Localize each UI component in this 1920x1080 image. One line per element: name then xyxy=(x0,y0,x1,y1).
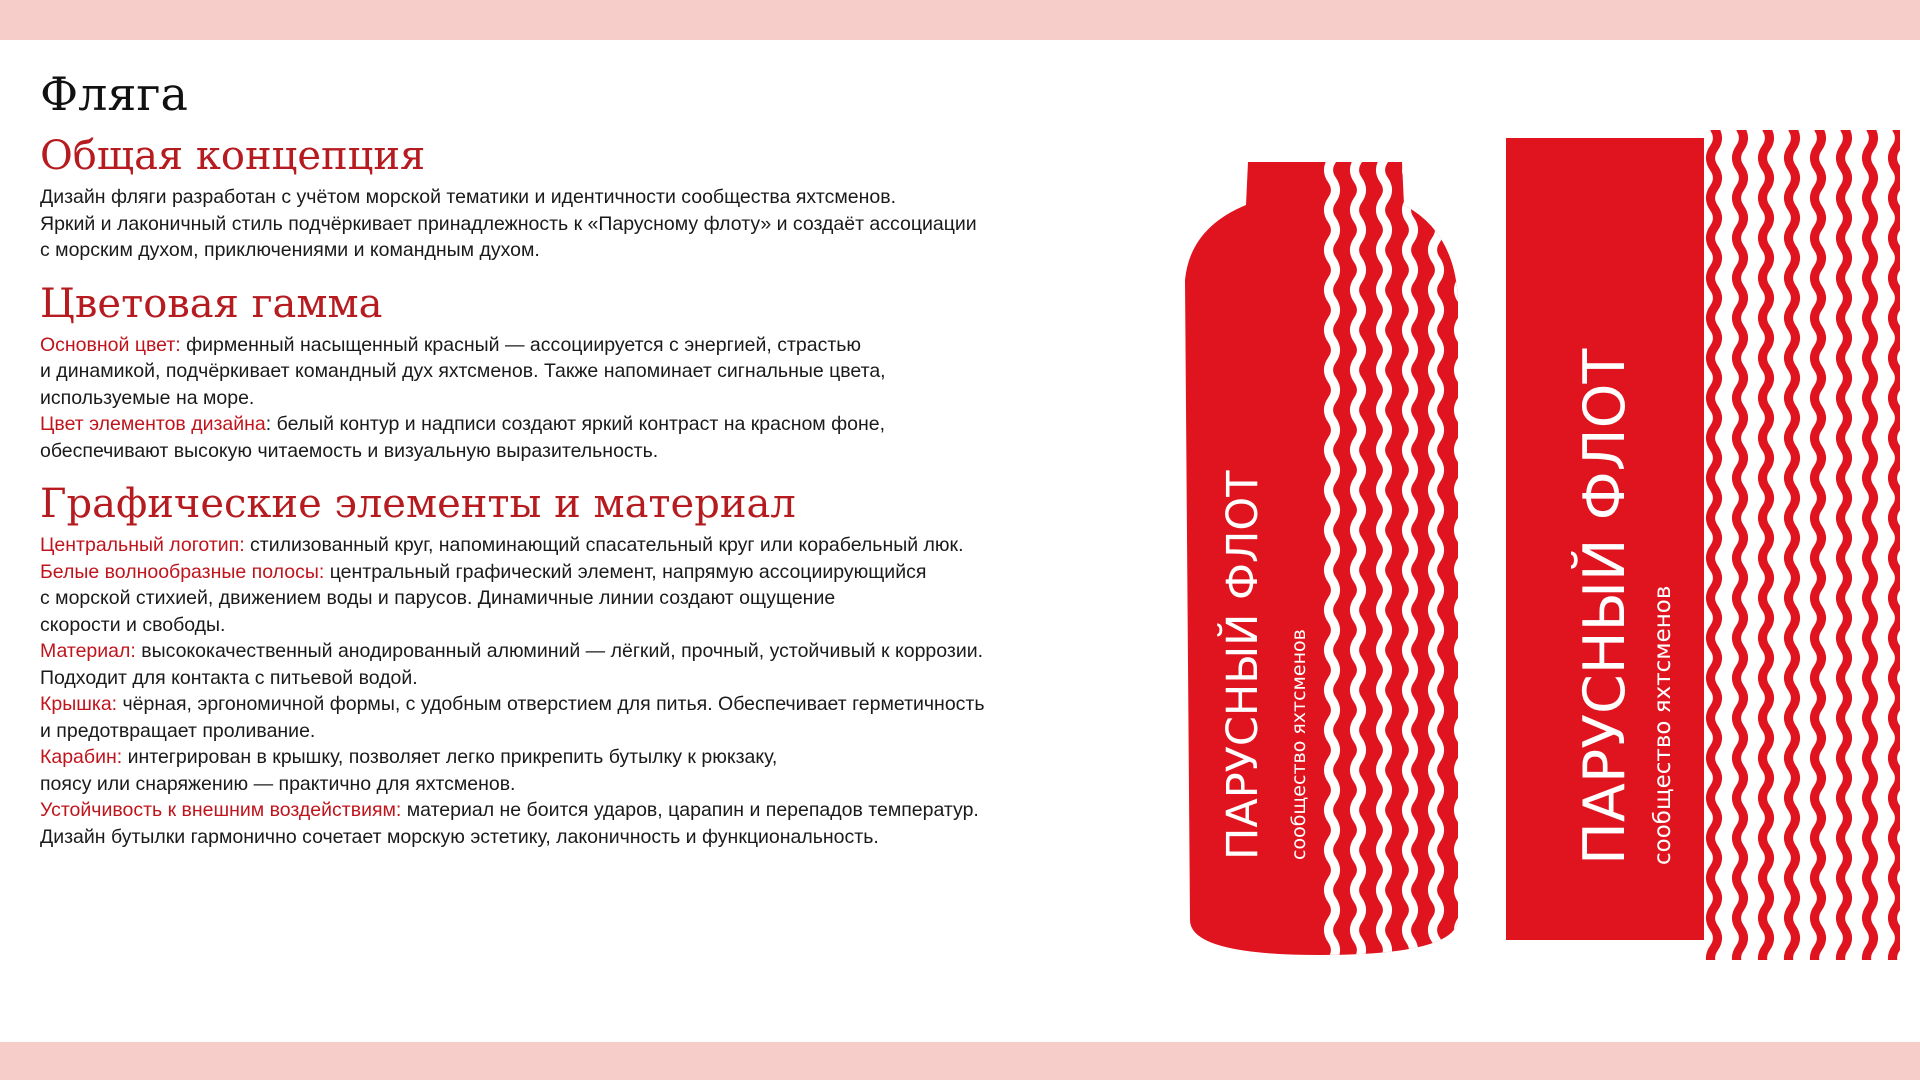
bottle-mockup xyxy=(1185,140,1466,980)
wave-stripe xyxy=(1867,128,1874,968)
graphics-item-material xyxy=(40,638,1150,691)
section-graphics xyxy=(40,480,1150,850)
graphics-item-text: стилизованный круг, напоминающий спасательный круг или корабельный люк. xyxy=(244,534,964,556)
bottle-brand-text: ПАРУСНЫЙ ФЛОТ xyxy=(1218,470,1268,860)
color-item-text: фирменный насыщенный красный — ассоциируется с энергией, страстью и динамикой, подчёркивает командный дух яхтсменов. Также напоминает сигнальные цвета, используемые на море. xyxy=(40,333,886,409)
section-title-concept: Общая концепция xyxy=(40,133,426,179)
graphics-item-label: Устойчивость к внешним воздействиям: xyxy=(40,799,402,821)
section-colors xyxy=(40,280,1150,465)
graphics-item-carabiner xyxy=(40,744,1150,797)
wave-stripe xyxy=(1711,128,1718,968)
graphics-item-text: материал не боится ударов, царапин и перепадов температур. Дизайн бутылки гармонично сочетает морскую эстетику, лаконичность и функциональность. xyxy=(40,799,979,848)
graphics-item-label: Центральный логотип: xyxy=(40,534,245,556)
color-item-label: Цвет элементов дизайна xyxy=(40,413,266,435)
wave-stripe xyxy=(1737,128,1744,968)
color-item-elements xyxy=(40,411,1150,464)
graphics-item-logo xyxy=(40,532,1150,559)
wave-stripe xyxy=(1763,128,1770,968)
color-item-label: Основной цвет: xyxy=(40,333,181,356)
bottle-tagline-text: сообщество яхтсменов xyxy=(1288,629,1310,860)
wave-stripe xyxy=(1815,128,1822,968)
top-band xyxy=(0,0,1920,40)
section-title-graphics: Графические элементы и материал xyxy=(40,481,796,527)
graphics-item-label: Материал: xyxy=(40,640,136,662)
label-brand-text: ПАРУСНЫЙ ФЛОТ xyxy=(1572,348,1638,865)
graphics-item-cap xyxy=(40,691,1150,744)
graphics-item-durability xyxy=(40,797,1150,850)
graphics-item-label: Белые волнообразные полосы: xyxy=(40,560,325,583)
section-title-colors: Цветовая гамма xyxy=(40,280,383,327)
section-concept xyxy=(40,132,1150,264)
label-mockup xyxy=(1506,128,1900,968)
color-item-text: : белый контур и надписи создают яркий контраст на красном фоне, обеспечивают высокую читаемость и визуальную выразительность. xyxy=(40,413,886,462)
concept-paragraph: Дизайн фляги разработан с учётом морской тематики и идентичности сообщества яхтсменов. Яркий и лаконичный стиль подчёркивает принадлежность к «Парусному флоту» и создаёт ассоциации с морским духом, приключениями и командным духом. xyxy=(40,186,977,261)
label-tagline-text: сообщество яхтсменов xyxy=(1650,585,1676,865)
text-column xyxy=(40,62,1150,866)
graphics-item-text: центральный графический элемент, напрямую ассоциирующийся с морской стихией, движением воды и парусов. Динамичные линии создают ощущение скорости и свободы. xyxy=(40,560,927,636)
wave-stripe xyxy=(1459,140,1466,980)
page-title: Фляга xyxy=(40,67,188,121)
bottom-band xyxy=(0,1042,1920,1080)
wave-stripe xyxy=(1789,128,1796,968)
color-item-main xyxy=(40,332,1150,412)
graphics-item-text: чёрная, эргономичной формы, с удобным отверстием для питья. Обеспечивает герметичность и предотвращает проливание. xyxy=(40,693,985,742)
wave-stripe xyxy=(1893,128,1900,968)
graphics-item-text: высококачественный анодированный алюминий — лёгкий, прочный, устойчивый к коррозии. Подходит для контакта с питьевой водой. xyxy=(40,640,984,689)
graphics-item-label: Крышка: xyxy=(40,693,118,715)
wave-stripe xyxy=(1841,128,1848,968)
label-wave-stripes xyxy=(1711,128,1900,968)
graphics-item-waves xyxy=(40,559,1150,639)
graphics-item-label: Карабин: xyxy=(40,746,123,768)
graphics-item-text: интегрирован в крышку, позволяет легко прикрепить бутылку к рюкзаку, поясу или снаряжению — практично для яхтсменов. xyxy=(40,746,778,795)
